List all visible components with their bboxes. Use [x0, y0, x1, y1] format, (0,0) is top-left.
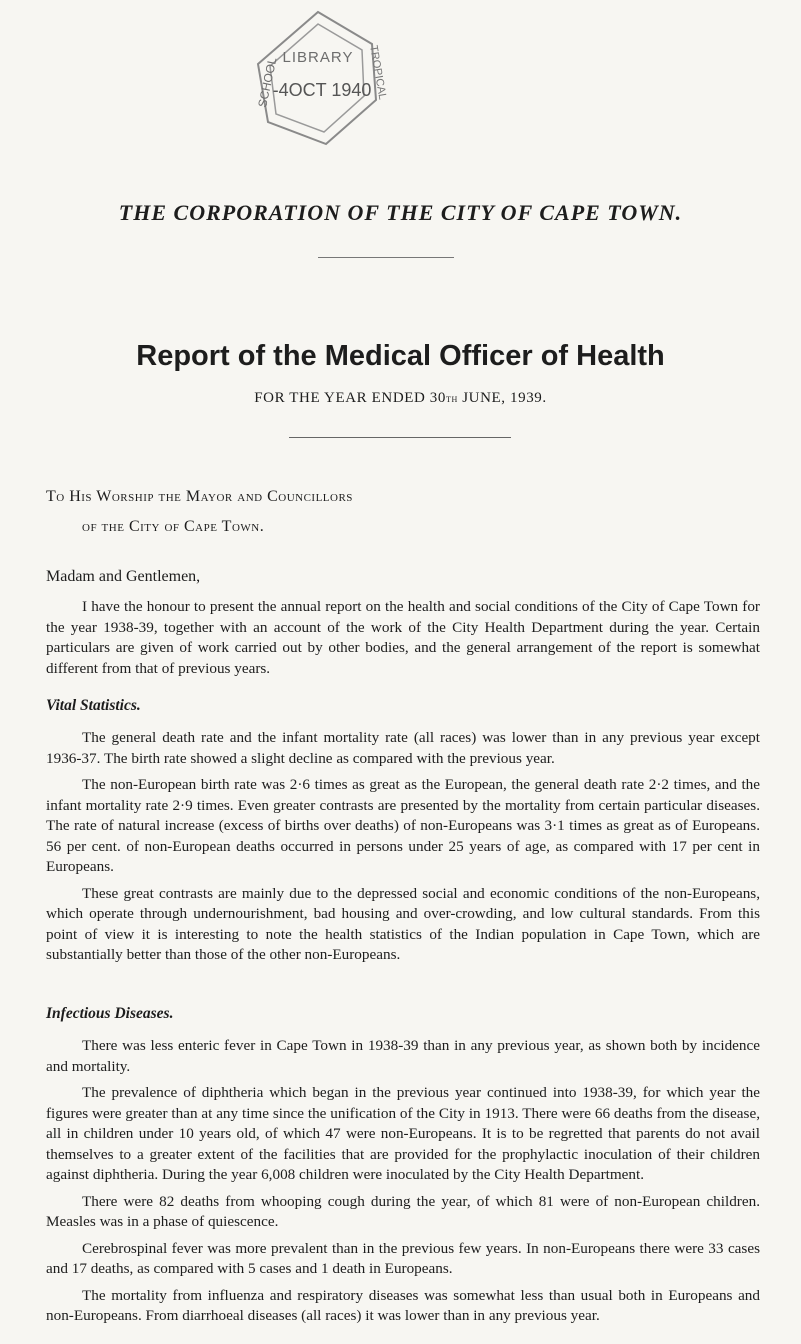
- address-line-1: To His Worship the Mayor and Councillors: [46, 488, 353, 505]
- paragraph: Cerebrospinal fever was more prevalent than in the previous few years. In non-Europeans there were 33 cases and 17 deaths, as compared with 5 cases and 1 death in Europeans.: [46, 1239, 760, 1277]
- library-stamp: [244, 4, 392, 152]
- vital-statistics-section: [46, 728, 760, 972]
- section-heading-infectious: Infectious Diseases.: [46, 1005, 174, 1022]
- divider: [289, 437, 511, 438]
- report-title: Report of the Medical Officer of Health: [136, 340, 665, 372]
- paragraph: The prevalence of diphtheria which began in the previous year continued into 1938-39, for which year the figures were greater than at any time since the unification of the City in 1913. There were 66 deaths from the disease, all in children under 10 years old, of which 47 were non-Europeans. It is to be regretted that parents do not avail themselves to a greater extent of the facilities that are provided for the prophylactic inoculation of their children against diphtheria. During the year 6,008 children were inoculated by the City Health Department.: [46, 1084, 760, 1183]
- paragraph: The general death rate and the infant mortality rate (all races) was lower than in any previous year except 1936-37. The birth rate showed a slight decline as compared with the previous year.: [46, 729, 760, 767]
- subtitle-ordinal: th: [446, 391, 458, 405]
- salutation: Madam and Gentlemen,: [46, 568, 201, 585]
- paragraph: There were 82 deaths from whooping cough during the year, of which 81 were of non-European children. Measles was in a phase of quiescence.: [46, 1192, 760, 1230]
- stamp-left-text: SCHOOL: [255, 56, 280, 109]
- paragraph: The non-European birth rate was 2·6 times as great as the European, the general death rate 2·2 times, and the infant mortality rate 2·9 times. Even greater contrasts are presented by the mortality from certain particular diseases. The rate of natural increase (excess of births over deaths) of non-Europeans was 3·1 times as great as of Europeans. 56 per cent. of non-European deaths occurred in persons under 25 years of age, as compared with 17 per cent in Europeans.: [46, 776, 760, 875]
- paragraph: These great contrasts are mainly due to the depressed social and economic conditions of the non-Europeans, which operate through undernourishment, bad housing and over-crowding, and low cultural standards. From this point of view it is interesting to note the health statistics of the Indian population in Cape Town, which are substantially better than those of the other non-Europeans.: [46, 884, 760, 963]
- stamp-right-text: TROPICAL: [367, 44, 389, 101]
- subtitle-end: JUNE, 1939.: [457, 390, 547, 406]
- section-heading-vital: Vital Statistics.: [46, 697, 141, 714]
- paragraph: I have the honour to present the annual report on the health and social conditions of the City of Cape Town for the year 1938-39, together with an account of the work of the City Health Department during the year. Certain particulars are given of work carried out by other bodies, and the general arrangement of the report is somewhat different from that of previous years.: [46, 598, 760, 677]
- stamp-library-text: LIBRARY: [282, 49, 354, 66]
- paragraph: There was less enteric fever in Cape Town in 1938-39 than in any previous year, as shown both by incidence and mortality.: [46, 1037, 760, 1075]
- report-subtitle: [0, 390, 801, 407]
- divider: [318, 257, 454, 258]
- corporation-title: THE CORPORATION OF THE CITY OF CAPE TOWN.: [118, 200, 683, 225]
- subtitle-start: FOR THE YEAR ENDED 30: [254, 390, 446, 406]
- stamp-date-text: -4OCT 1940: [272, 80, 372, 100]
- library-stamp-graphic: [244, 4, 392, 152]
- address-line-2: of the City of Cape Town.: [82, 518, 265, 535]
- paragraph: The mortality from influenza and respiratory diseases was somewhat less than usual both in Europeans and non-Europeans. From diarrhoeal diseases (all races) it was lower than in any previous year.: [46, 1286, 760, 1324]
- intro-section: [46, 597, 760, 685]
- infectious-diseases-section: [46, 1036, 760, 1333]
